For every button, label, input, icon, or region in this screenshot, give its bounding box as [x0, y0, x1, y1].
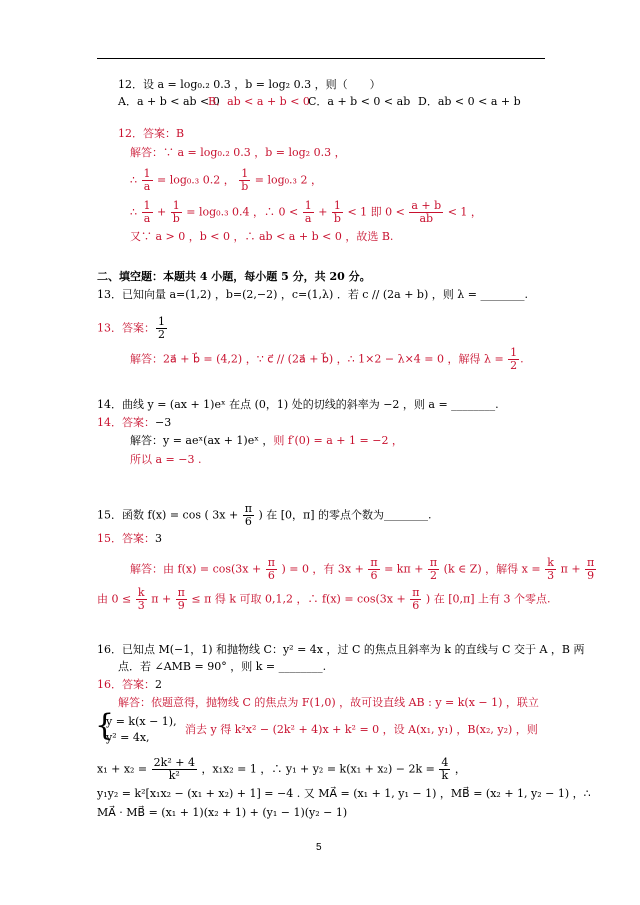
q12-stem: 12．设 a = log₀.₂ 0.3 ，b = log₂ 0.3 ，则（ ） [118, 78, 381, 91]
q15-sol1-e: π + [560, 562, 581, 576]
q15-solution-line1 [130, 557, 597, 582]
q15-answer [97, 532, 162, 546]
q16-solution-line1: 解答：依题意得，抛物线 C 的焦点为 F(1,0) ，故可设直线 AB : y = k(x − 1) ，联立 [118, 696, 539, 709]
q12-therefore: ∴ [130, 173, 137, 187]
q12-frac-ab: $\frac{a + b}{ab}$ [411, 199, 442, 225]
q12-frac-a2: $\frac{1}{a}$ [304, 199, 312, 225]
q16-system-brace: { [95, 708, 115, 743]
q12-solution-line2 [130, 168, 322, 193]
q16-system-eq2: y² = 4x, [106, 731, 150, 744]
q14-solution-line1 [130, 434, 403, 448]
q15-solution-line2 [97, 587, 551, 612]
q14-answer [97, 416, 171, 430]
q15-stem-pre: 15．函数 f(x) = cos ( 3x + [97, 508, 239, 522]
q12-plus: + [157, 205, 167, 219]
q12-therefore-2: ∴ [130, 205, 137, 219]
q12-sol3-lt: < 1 即 0 < [347, 205, 405, 219]
q14-solution-black: 解答：y = aeˣ(ax + 1)eˣ ， [130, 434, 274, 447]
q12-solution-line1: 解答：∵ a = log₀.₂ 0.3 ，b = log₂ 0.3 ， [130, 146, 346, 159]
q15-answer-value: 3 [155, 532, 162, 545]
q13-stem: 13．已知向量 a=(1,2) ，b=(2,−2) ，c=(1,λ) ．若 c // (2a + b) ，则 λ = ________. [97, 288, 528, 301]
q16-solution-line5: MA⃗ · MB⃗ = (x₁ + 1)(x₂ + 1) + (y₁ − 1)(y₂ − 1) [97, 806, 348, 819]
q12-frac-b: $\frac{1}{b}$ [172, 199, 180, 225]
q16-solution-line3 [97, 757, 466, 782]
q12-answer-value: B [176, 127, 185, 140]
q12-solution-line3 [130, 200, 482, 225]
q15-sol1-d: (k ∈ Z) ，解得 x = [443, 562, 541, 576]
section-heading: 二、填空题：本题共 4 小题，每小题 5 分，共 20 分。 [97, 270, 371, 283]
q14-stem: 14．曲线 y = (ax + 1)eˣ 在点 (0，1) 处的切线的斜率为 −2 ，则 a = ________. [97, 398, 499, 411]
q15-frac-pi6-a: $\frac{\pi}{6}$ [267, 556, 275, 582]
q15-frac-pi6-b: $\frac{\pi}{6}$ [370, 556, 378, 582]
q16-system-eq1: y = k(x − 1), [106, 715, 177, 728]
q13-answer [97, 316, 168, 341]
q12-sol2-end: = log₀.₃ 2 ， [254, 173, 322, 187]
q12-plus-2: + [318, 205, 328, 219]
q12-option-c: C．a + b < 0 < ab [308, 95, 411, 108]
q15-frac-pi9-2: $\frac{\pi}{9}$ [177, 586, 185, 612]
q13-solution-text: 解答：2a⃗ + b⃗ = (4,2) ，∵ c⃗ // (2a⃗ + b⃗) ，∴ 1×2 − λ×4 = 0 ，解得 λ = [130, 352, 504, 366]
q13-solution [130, 347, 524, 372]
q16-sol3-pre: x₁ + x₂ = [97, 762, 148, 776]
q12-frac-b2: $\frac{1}{b}$ [333, 199, 341, 225]
q16-stem-line1: 16．已知点 M(−1，1) 和抛物线 C：y² = 4x ，过 C 的焦点且斜率为 k 的直线与 C 交于 A ，B 两 [97, 643, 585, 656]
q16-frac-4k: $\frac{4}{k}$ [441, 756, 449, 782]
q15-stem [97, 503, 432, 528]
q15-stem-frac: $\frac{\pi}{6}$ [244, 502, 252, 528]
q12-option-b: B．ab < a + b < 0 [208, 95, 310, 108]
q12-answer [118, 127, 184, 141]
q15-sol2-d: ) 在 [0,π] 上有 3 个零点. [425, 592, 551, 606]
q12-answer-label: 12．答案： [118, 127, 176, 140]
q15-sol2-b: π + [151, 592, 172, 606]
q16-stem-line2: 点．若 ∠AMB = 90° ，则 k = ________. [118, 660, 327, 673]
q16-answer [97, 678, 162, 692]
q12-sol2-mid: = log₀.₃ 0.2 ， [157, 173, 235, 187]
q12-option-a: A．a + b < ab < 0 [118, 95, 220, 108]
q15-answer-label: 15．答案： [97, 532, 155, 545]
q13-answer-label: 13．答案： [97, 321, 155, 335]
header-rule [97, 58, 545, 59]
q15-frac-pi2: $\frac{\pi}{2}$ [429, 556, 438, 582]
q12-frac-a: $\frac{1}{a}$ [143, 199, 151, 225]
q14-answer-value: −3 [155, 416, 172, 429]
q13-solution-frac: $\frac{1}{2}$ [510, 346, 518, 372]
q16-solution-line2: 消去 y 得 k²x² − (2k² + 4)x + k² = 0 ，设 A(x₁, y₁) ，B(x₂, y₂) ，则 [185, 723, 538, 736]
q12-sol3-eq: = log₀.₃ 0.4 ，∴ 0 < [186, 205, 299, 219]
q15-sol1-a: 解答：由 f(x) = cos(3x + [130, 562, 262, 576]
q12-sol3-end: < 1 ， [447, 205, 482, 219]
q15-sol2-a: 由 0 ≤ [97, 592, 132, 606]
q13-solution-end: . [520, 352, 524, 366]
q15-sol1-c: = kπ + [384, 562, 424, 576]
q15-frac-pi6-c: $\frac{\pi}{6}$ [412, 586, 420, 612]
q12-solution-line4: 又∵ a > 0 ，b < 0 ，∴ ab < a + b < 0 ，故选 B. [130, 230, 394, 243]
q14-solution-red: 则 f′(0) = a + 1 = −2 ， [273, 434, 403, 447]
q16-answer-label: 16．答案： [97, 678, 155, 691]
q16-solution-line4: y₁y₂ = k²[x₁x₂ − (x₁ + x₂) + 1] = −4 . 又 MA⃗ = (x₁ + 1, y₁ − 1) ，MB⃗ = (x₂ + 1, y₂ − 1) ，∴ [97, 787, 591, 800]
q12-option-d: D．ab < 0 < a + b [418, 95, 521, 108]
q13-answer-frac: $\frac{1}{2}$ [158, 315, 165, 341]
q15-frac-k3-2: $\frac{k}{3}$ [137, 586, 145, 612]
q15-sol1-b: ) = 0 ，有 3x + [281, 562, 364, 576]
q16-sol3-end: ， [454, 762, 466, 776]
q14-solution-line2: 所以 a = −3 . [130, 453, 202, 466]
page-number: 5 [316, 842, 322, 853]
q15-frac-k3: $\frac{k}{3}$ [547, 556, 555, 582]
q12-frac-1-over-b: $\frac{1}{b}$ [241, 167, 249, 193]
q16-sol3-mid: ，x₁x₂ = 1 ，∴ y₁ + y₂ = k(x₁ + x₂) − 2k = [201, 762, 435, 776]
q16-answer-value: 2 [155, 678, 162, 691]
q12-frac-1-over-a: $\frac{1}{a}$ [143, 167, 151, 193]
q14-answer-label: 14．答案： [97, 416, 155, 429]
q16-frac-sum: $\frac{\text{2k² + 4}}{\text{k²}}$ [153, 756, 195, 782]
q15-sol2-c: ≤ π 得 k 可取 0,1,2 ，∴ f(x) = cos(3x + [191, 592, 406, 606]
q15-frac-pi9: $\frac{\pi}{9}$ [587, 556, 595, 582]
q15-stem-post: ) 在 [0，π] 的零点个数为________. [258, 508, 432, 522]
